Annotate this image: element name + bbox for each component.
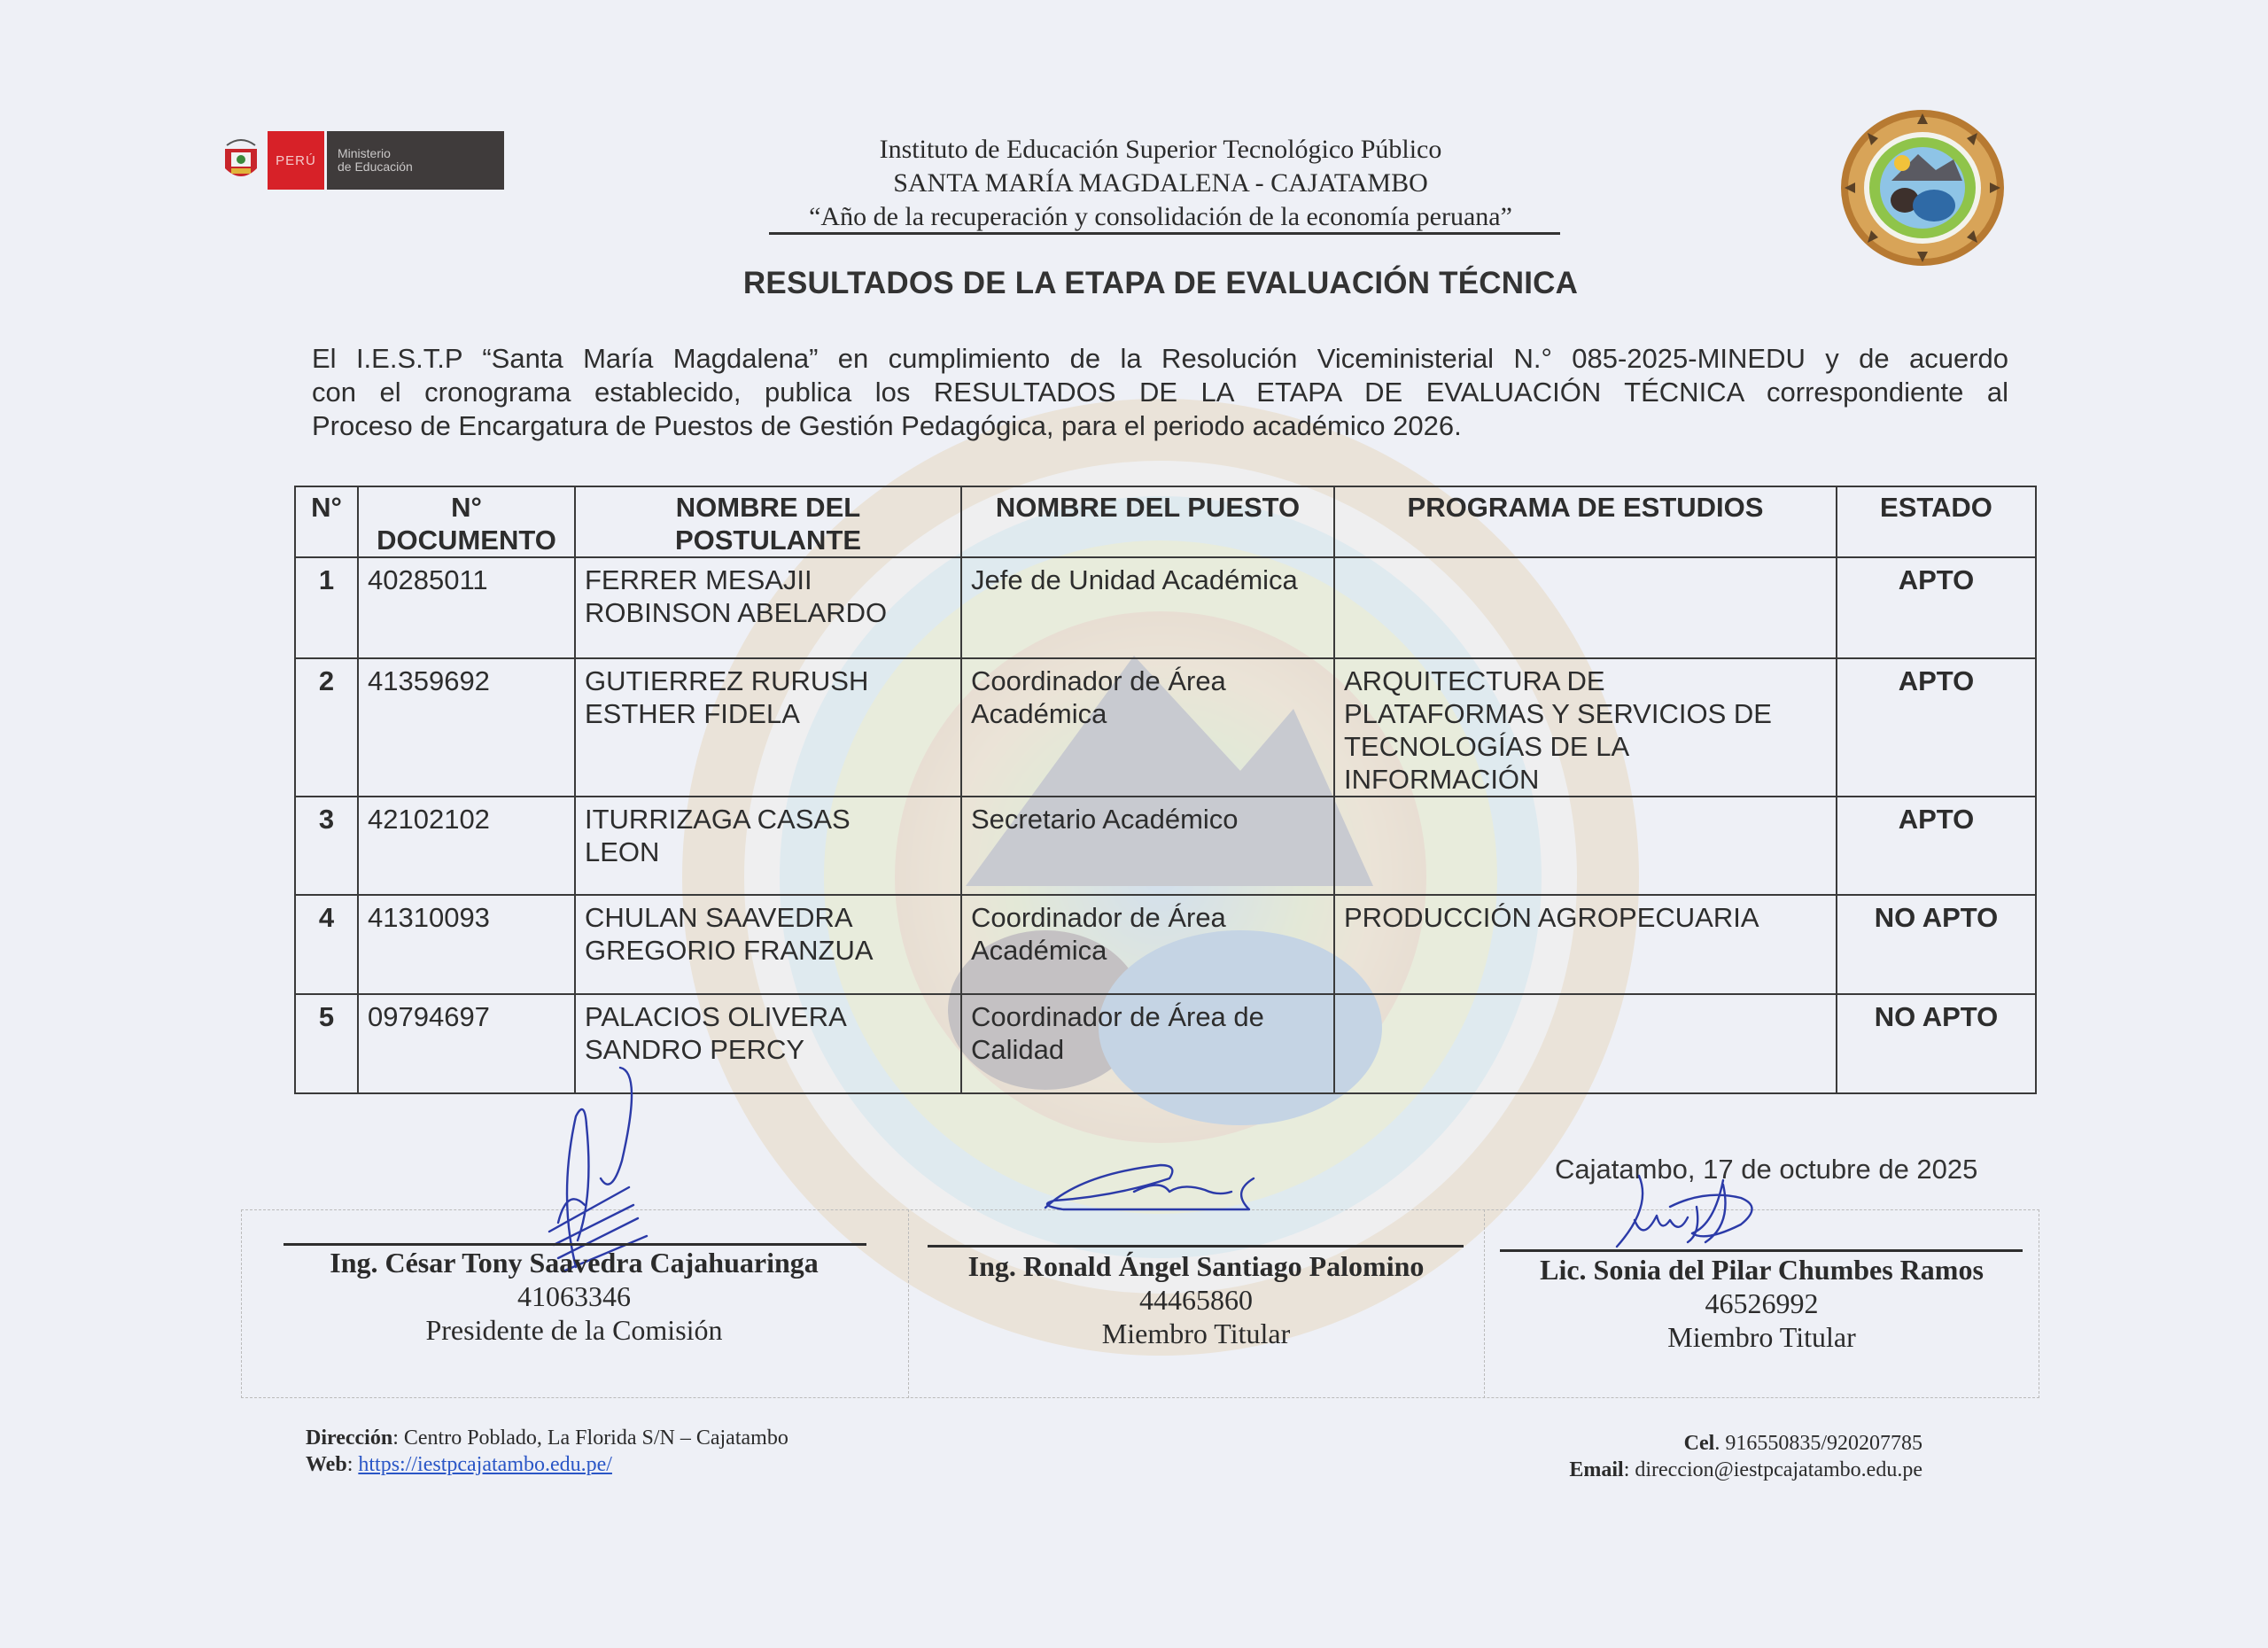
institution-seal-logo	[1838, 108, 2007, 268]
ministry-line2: de Educación	[338, 159, 413, 174]
row-puesto: Coordinador de Área de Calidad	[961, 994, 1334, 1093]
intro-line-2: con el cronograma establecido, publica los RESULTADOS DE LA ETAPA DE EVALUACIÓN TÉCNICA correspondiente al	[312, 377, 2008, 408]
row-puesto: Jefe de Unidad Académica	[961, 557, 1334, 658]
signatory-3-role: Miembro Titular	[1667, 1321, 1856, 1353]
col-header-documento: N° DOCUMENTO	[358, 486, 575, 557]
row-number: 1	[295, 557, 358, 658]
signatory-1-name: Ing. César Tony Saavedra Cajahuaringa	[330, 1247, 819, 1279]
row-programa	[1334, 557, 1837, 658]
intro-line-3: Proceso de Encargatura de Puestos de Gestión Pedagógica, para el periodo académico 2026.	[312, 410, 1462, 441]
results-table	[294, 486, 2037, 1094]
row-documento: 09794697	[358, 994, 575, 1093]
programa-line: INFORMACIÓN	[1344, 764, 1540, 795]
ministry-line1: Ministerio	[338, 146, 391, 160]
row-documento: 41310093	[358, 895, 575, 994]
signatory-3	[1485, 1254, 2039, 1354]
row-documento: 40285011	[358, 557, 575, 658]
programa-line: TECNOLOGÍAS DE LA	[1344, 731, 1630, 762]
status-badge: NO APTO	[1874, 902, 1999, 933]
ministry-logo-box	[327, 131, 504, 190]
row-number: 2	[295, 658, 358, 797]
footer-phone: Cel. 916550835/920207785	[1683, 1432, 1922, 1455]
row-estado	[1837, 557, 2036, 658]
col-header-programa: PROGRAMA DE ESTUDIOS	[1334, 486, 1837, 557]
row-number: 3	[295, 797, 358, 895]
status-badge: NO APTO	[1874, 1001, 1999, 1032]
peru-logo-box	[268, 131, 324, 190]
peru-coat-of-arms-icon	[220, 133, 262, 186]
row-postulante: ITURRIZAGA CASAS LEON	[575, 797, 961, 895]
institution-header	[673, 133, 1648, 234]
footer-contact-left	[306, 1425, 788, 1478]
signatory-1-dni: 41063346	[517, 1280, 631, 1312]
signature-line-1	[284, 1243, 866, 1246]
table-row	[295, 895, 2036, 994]
row-programa	[1334, 658, 1837, 797]
signature-line-2	[928, 1245, 1464, 1248]
col-header-puesto: NOMBRE DEL PUESTO	[961, 486, 1334, 557]
intro-line-1: El I.E.S.T.P “Santa María Magdalena” en cumplimiento de la Resolución Viceministerial N.° 085-2025-MINEDU y de acuerdo	[312, 343, 2008, 374]
footer-web: Web: https://iestpcajatambo.edu.pe/	[306, 1453, 612, 1476]
signature-line-3	[1500, 1249, 2023, 1252]
row-postulante: FERRER MESAJII ROBINSON ABELARDO	[575, 557, 961, 658]
row-number: 4	[295, 895, 358, 994]
footer-address: Dirección: Centro Poblado, La Florida S/N – Cajatambo	[306, 1426, 788, 1450]
col-header-estado: ESTADO	[1837, 486, 2036, 557]
table-header-row	[295, 486, 2036, 557]
website-link[interactable]: https://iestpcajatambo.edu.pe/	[358, 1453, 612, 1476]
row-documento: 41359692	[358, 658, 575, 797]
institution-name: Instituto de Educación Superior Tecnológico Público	[879, 135, 1442, 164]
date-line: Cajatambo, 17 de octubre de 2025	[1555, 1154, 1978, 1185]
row-postulante: PALACIOS OLIVERA SANDRO PERCY	[575, 994, 961, 1093]
peru-label: PERÚ	[276, 152, 316, 168]
row-number: 5	[295, 994, 358, 1093]
programa-line: PRODUCCIÓN AGROPECUARIA	[1344, 902, 1759, 933]
row-puesto: Secretario Académico	[961, 797, 1334, 895]
signatory-2-dni: 44465860	[1139, 1284, 1253, 1316]
row-puesto: Coordinador de Área Académica	[961, 895, 1334, 994]
signatory-3-name: Lic. Sonia del Pilar Chumbes Ramos	[1540, 1254, 1984, 1286]
footer-contact-right	[1488, 1430, 1922, 1483]
signatory-3-dni: 46526992	[1705, 1287, 1819, 1319]
institution-campus: SANTA MARÍA MAGDALENA - CAJATAMBO	[893, 168, 1428, 198]
col-header-postulante: NOMBRE DEL POSTULANTE	[575, 486, 961, 557]
table-row	[295, 797, 2036, 895]
col-header-num: N°	[295, 486, 358, 557]
row-puesto: Coordinador de Área Académica	[961, 658, 1334, 797]
footer-email: Email: direccion@iestpcajatambo.edu.pe	[1569, 1458, 1922, 1481]
status-badge: APTO	[1898, 564, 1975, 595]
status-badge: APTO	[1898, 804, 1975, 835]
status-badge: APTO	[1898, 665, 1975, 696]
signatory-1	[241, 1247, 907, 1347]
row-estado	[1837, 994, 2036, 1093]
signatory-2-name: Ing. Ronald Ángel Santiago Palomino	[967, 1250, 1425, 1282]
table-row	[295, 557, 2036, 658]
row-estado	[1837, 797, 2036, 895]
row-postulante: GUTIERREZ RURUSH ESTHER FIDELA	[575, 658, 961, 797]
signature-3-handwritten	[1608, 1171, 1794, 1251]
programa-line: PLATAFORMAS Y SERVICIOS DE	[1344, 698, 1772, 729]
intro-paragraph	[312, 342, 2008, 443]
programa-line: ARQUITECTURA DE	[1344, 665, 1605, 696]
signatory-2	[909, 1250, 1483, 1350]
row-programa	[1334, 895, 1837, 994]
signatory-1-role: Presidente de la Comisión	[425, 1314, 723, 1346]
row-programa	[1334, 994, 1837, 1093]
row-estado	[1837, 658, 2036, 797]
row-programa	[1334, 797, 1837, 895]
header-divider	[769, 232, 1560, 235]
table-row	[295, 658, 2036, 797]
row-postulante: CHULAN SAAVEDRA GREGORIO FRANZUA	[575, 895, 961, 994]
row-estado	[1837, 895, 2036, 994]
year-motto: “Año de la recuperación y consolidación de la economía peruana”	[809, 202, 1512, 231]
signature-2-handwritten	[1028, 1156, 1276, 1218]
document-title: RESULTADOS DE LA ETAPA DE EVALUACIÓN TÉCNICA	[742, 266, 1579, 300]
signatory-2-role: Miembro Titular	[1101, 1318, 1291, 1349]
row-documento: 42102102	[358, 797, 575, 895]
